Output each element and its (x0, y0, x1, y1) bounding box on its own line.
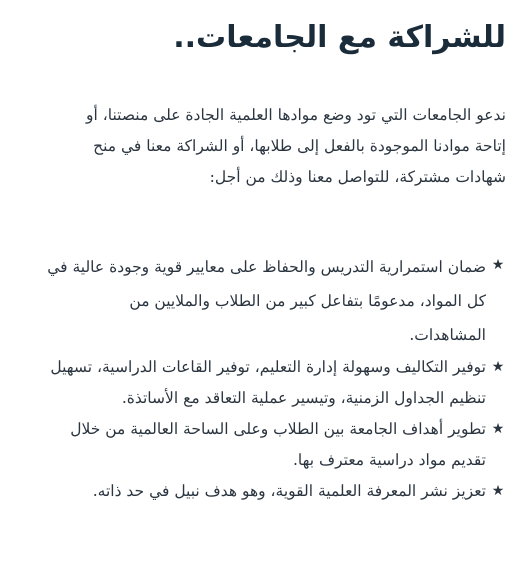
list-item-line: ضمان استمرارية التدريس والحفاظ على معايير قوية وجودة عالية في (47, 258, 486, 276)
list-item (14, 476, 506, 507)
list-item (14, 250, 506, 352)
star-icon: ★ (491, 483, 505, 499)
list-item (14, 352, 506, 414)
list-item (14, 414, 506, 476)
intro-paragraph (14, 100, 506, 193)
list-item-line: تنظيم الجداول الزمنية، وتيسير عملية التعاقد مع الأساتذة. (121, 389, 486, 407)
list-item-line: تعزيز نشر المعرفة العلمية القوية، وهو هدف نبيل في حد ذاته. (92, 482, 486, 500)
page-title: للشراكة مع الجامعات.. (173, 20, 506, 55)
list-item-line: كل المواد، مدعومًا بتفاعل كبير من الطلاب والملايين من (129, 292, 486, 310)
goals-list (14, 250, 506, 507)
star-icon: ★ (491, 421, 505, 437)
intro-line: إتاحة موادنا الموجودة بالفعل إلى طلابها، أو الشراكة معنا في منح (93, 137, 506, 155)
list-item-line: المشاهدات. (409, 326, 486, 344)
star-icon: ★ (491, 359, 505, 375)
list-item-line: تطوير أهداف الجامعة بين الطلاب وعلى الساحة العالمية من خلال (70, 420, 486, 438)
list-item-line: توفير التكاليف وسهولة إدارة التعليم، توفير القاعات الدراسية، تسهيل (50, 358, 486, 376)
list-item-line: تقديم مواد دراسية معترف بها. (292, 451, 486, 469)
intro-line: شهادات مشتركة، للتواصل معنا وذلك من أجل: (209, 168, 506, 186)
star-icon: ★ (491, 257, 505, 273)
intro-line: ندعو الجامعات التي تود وضع موادها العلمية الجادة على منصتنا، أو (86, 106, 506, 124)
